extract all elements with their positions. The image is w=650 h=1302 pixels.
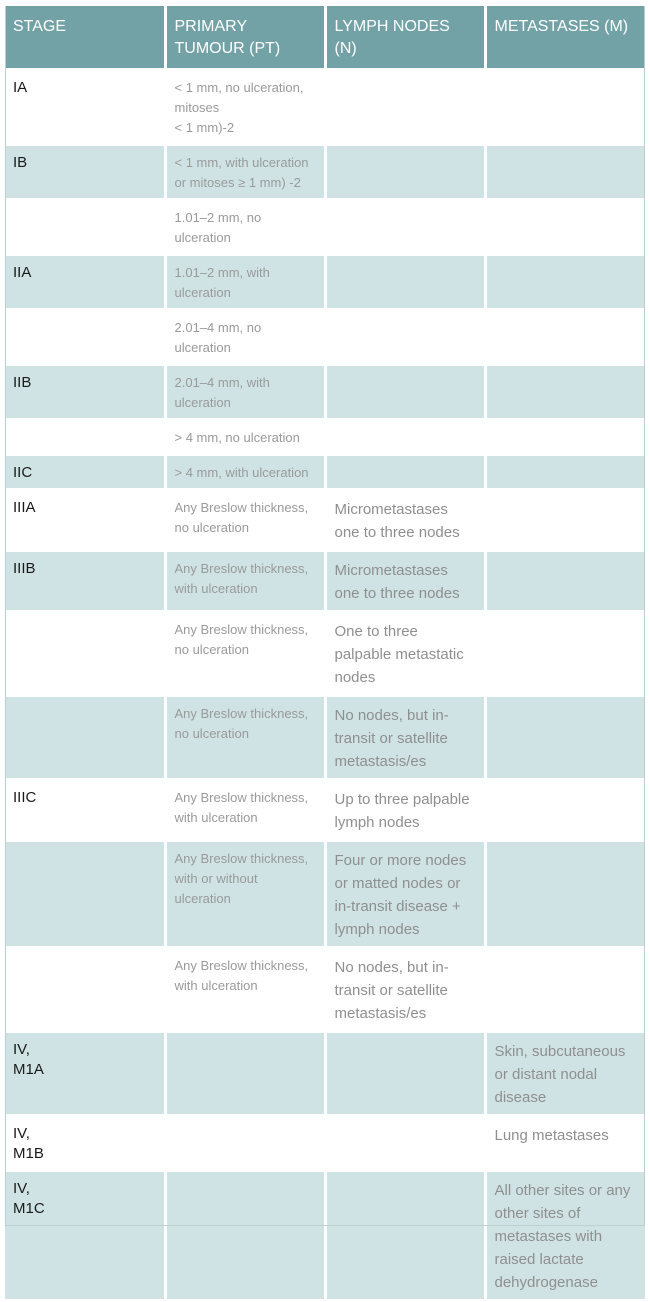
melanoma-staging-table	[5, 6, 645, 1302]
primary-tumour-cell: 2.01–4 mm, no ulceration	[165, 310, 325, 365]
stage-cell	[5, 841, 165, 948]
lymph-nodes-cell	[325, 365, 485, 420]
metastases-cell: Skin, subcutaneous or distant nodal disease	[485, 1032, 645, 1116]
metastases-cell	[485, 948, 645, 1032]
primary-tumour-cell: < 1 mm, with ulceration or mitoses ≥ 1 mm) -2	[165, 145, 325, 200]
lymph-nodes-cell: Micrometastases one to three nodes	[325, 551, 485, 612]
table-row	[5, 841, 645, 948]
table-row	[5, 696, 645, 780]
table-header-row	[5, 6, 645, 70]
lymph-nodes-cell: No nodes, but in-transit or satellite metastasis/es	[325, 948, 485, 1032]
table-row	[5, 1171, 645, 1301]
stage-cell: IB	[5, 145, 165, 200]
lymph-nodes-cell: Micrometastases one to three nodes	[325, 490, 485, 551]
metastases-cell	[485, 780, 645, 841]
primary-tumour-cell: < 1 mm, no ulceration, mitoses < 1 mm)-2	[165, 70, 325, 145]
primary-tumour-cell: 2.01–4 mm, with ulceration	[165, 365, 325, 420]
table-row	[5, 255, 645, 310]
metastases-cell	[485, 365, 645, 420]
stage-cell: IIB	[5, 365, 165, 420]
lymph-nodes-cell	[325, 145, 485, 200]
table-row	[5, 612, 645, 696]
lymph-nodes-cell	[325, 310, 485, 365]
primary-tumour-cell: 1.01–2 mm, no ulceration	[165, 200, 325, 255]
primary-tumour-cell: Any Breslow thickness, with ulceration	[165, 551, 325, 612]
lymph-nodes-cell	[325, 70, 485, 145]
table-row	[5, 70, 645, 145]
table-row	[5, 420, 645, 455]
table-row	[5, 145, 645, 200]
header-metastases: METASTASES (M)	[485, 6, 645, 70]
metastases-cell	[485, 70, 645, 145]
stage-cell	[5, 948, 165, 1032]
stage-cell	[5, 420, 165, 455]
primary-tumour-cell: > 4 mm, with ulceration	[165, 455, 325, 490]
lymph-nodes-cell	[325, 200, 485, 255]
table-row	[5, 1032, 645, 1116]
stage-cell: IIIB	[5, 551, 165, 612]
primary-tumour-cell: Any Breslow thickness, with ulceration	[165, 948, 325, 1032]
header-primary-tumour: PRIMARY TUMOUR (PT)	[165, 6, 325, 70]
stage-cell: IIIA	[5, 490, 165, 551]
table-row	[5, 310, 645, 365]
stage-cell	[5, 200, 165, 255]
primary-tumour-cell: 1.01–2 mm, with ulceration	[165, 255, 325, 310]
lymph-nodes-cell	[325, 1032, 485, 1116]
stage-cell: IIA	[5, 255, 165, 310]
metastases-cell	[485, 696, 645, 780]
table-body	[5, 70, 645, 1301]
primary-tumour-cell: Any Breslow thickness, no ulceration	[165, 696, 325, 780]
metastases-cell	[485, 490, 645, 551]
table-row	[5, 200, 645, 255]
lymph-nodes-cell: No nodes, but in-transit or satellite metastasis/es	[325, 696, 485, 780]
table-row	[5, 1116, 645, 1171]
stage-cell	[5, 612, 165, 696]
stage-cell	[5, 310, 165, 365]
primary-tumour-cell: Any Breslow thickness, no ulceration	[165, 490, 325, 551]
metastases-cell	[485, 612, 645, 696]
metastases-cell	[485, 145, 645, 200]
header-stage: STAGE	[5, 6, 165, 70]
lymph-nodes-cell	[325, 455, 485, 490]
lymph-nodes-cell	[325, 255, 485, 310]
primary-tumour-cell	[165, 1032, 325, 1116]
metastases-cell	[485, 420, 645, 455]
primary-tumour-cell	[165, 1171, 325, 1301]
metastases-cell: All other sites or any other sites of metastases with raised lactate dehydrogenase	[485, 1171, 645, 1301]
lymph-nodes-cell: Four or more nodes or matted nodes or in-transit disease + lymph nodes	[325, 841, 485, 948]
table-row	[5, 455, 645, 490]
metastases-cell	[485, 200, 645, 255]
lymph-nodes-cell	[325, 1116, 485, 1171]
stage-cell: IIIC	[5, 780, 165, 841]
table-row	[5, 780, 645, 841]
primary-tumour-cell: > 4 mm, no ulceration	[165, 420, 325, 455]
metastases-cell: Lung metastases	[485, 1116, 645, 1171]
stage-cell: IA	[5, 70, 165, 145]
metastases-cell	[485, 310, 645, 365]
table-row	[5, 490, 645, 551]
primary-tumour-cell: Any Breslow thickness, with or without ulceration	[165, 841, 325, 948]
metastases-cell	[485, 551, 645, 612]
table-row	[5, 948, 645, 1032]
stage-cell: IIC	[5, 455, 165, 490]
lymph-nodes-cell	[325, 420, 485, 455]
primary-tumour-cell: Any Breslow thickness, with ulceration	[165, 780, 325, 841]
stage-cell	[5, 696, 165, 780]
stage-cell: IV, M1A	[5, 1032, 165, 1116]
metastases-cell	[485, 455, 645, 490]
lymph-nodes-cell	[325, 1171, 485, 1301]
table-row	[5, 551, 645, 612]
stage-cell: IV, M1C	[5, 1171, 165, 1301]
primary-tumour-cell	[165, 1116, 325, 1171]
stage-cell: IV, M1B	[5, 1116, 165, 1171]
table-row	[5, 365, 645, 420]
primary-tumour-cell: Any Breslow thickness, no ulceration	[165, 612, 325, 696]
header-lymph-nodes: LYMPH NODES (N)	[325, 6, 485, 70]
metastases-cell	[485, 841, 645, 948]
lymph-nodes-cell: Up to three palpable lymph nodes	[325, 780, 485, 841]
metastases-cell	[485, 255, 645, 310]
lymph-nodes-cell: One to three palpable metastatic nodes	[325, 612, 485, 696]
